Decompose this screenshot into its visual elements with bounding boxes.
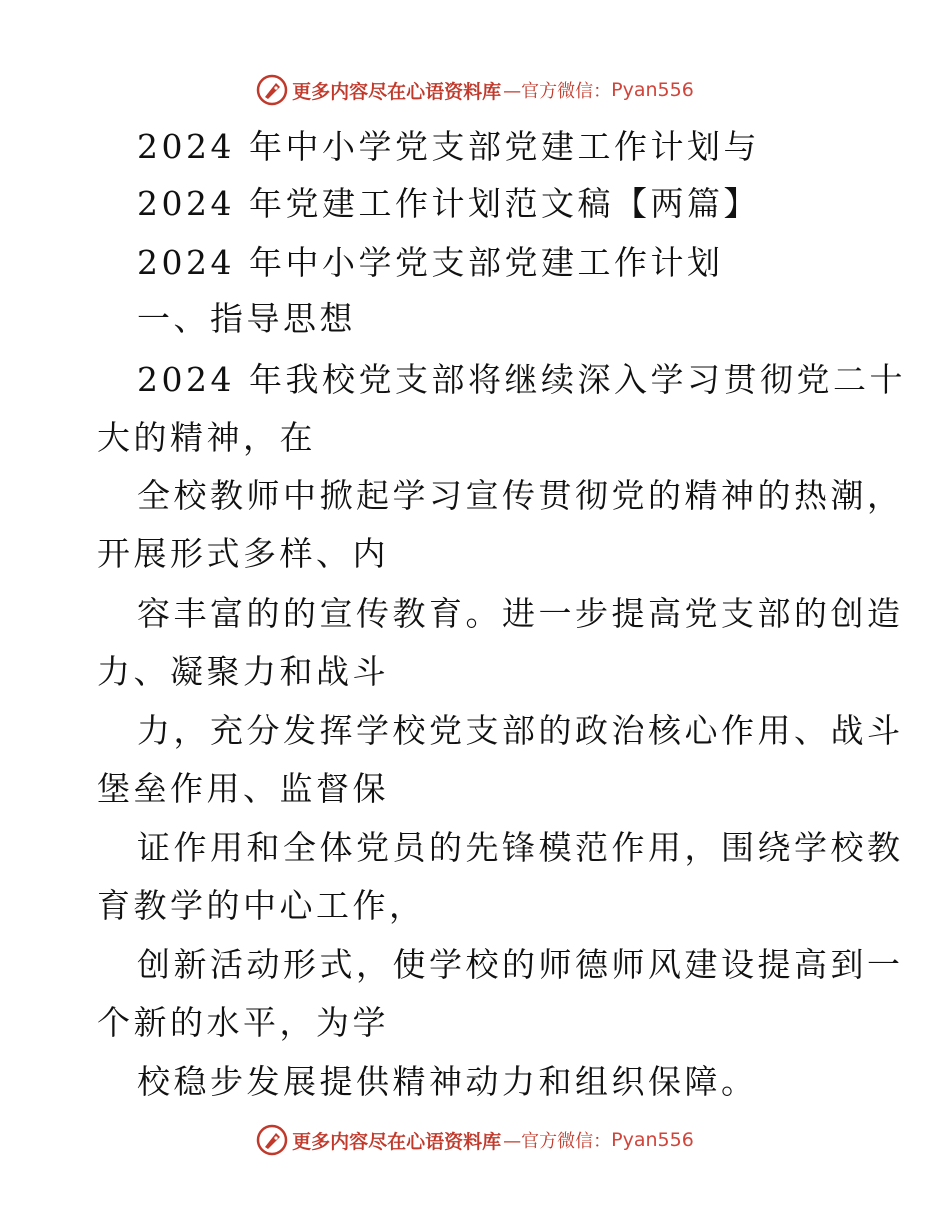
document-subtitle: 2024 年中小学党支部党建工作计划 (137, 243, 724, 282)
banner-official-text: —官方微信： (503, 81, 612, 102)
body-line: 创新活动形式，使学校的师德师风建设提高到一 (137, 945, 904, 984)
body-line: 力、凝聚力和战斗 (97, 652, 389, 691)
body-line: 力，充分发挥学校党支部的政治核心作用、战斗 (137, 711, 904, 750)
body-line: 个新的水平，为学 (97, 1003, 389, 1042)
body-line: 育教学的中心工作， (97, 886, 426, 925)
body-line: 全校教师中掀起学习宣传贯彻党的精神的热潮， (137, 476, 904, 515)
body-line: 大的精神，在 (97, 418, 316, 457)
document-title-line-1: 2024 年中小学党支部党建工作计划与 (137, 127, 760, 166)
banner-official-text: —官方微信： (503, 1131, 612, 1152)
banner-wechat-id: Pyan556 (611, 79, 694, 101)
header-banner (0, 70, 950, 110)
banner-main-text: 更多内容尽在心语资料库 (292, 80, 502, 103)
pen-nib-logo-icon (256, 1124, 288, 1156)
banner-wechat-id: Pyan556 (611, 1129, 694, 1151)
body-line: 2024 年我校党支部将继续深入学习贯彻党二十 (137, 360, 906, 399)
body-line: 校稳步发展提供精神动力和组织保障。 (137, 1062, 758, 1101)
body-line: 堡垒作用、监督保 (97, 769, 389, 808)
body-line: 容丰富的的宣传教育。进一步提高党支部的创造 (137, 594, 904, 633)
section-heading: 一、指导思想 (137, 299, 356, 338)
pen-nib-logo-icon (256, 74, 288, 106)
footer-banner (0, 1120, 950, 1160)
body-line: 证作用和全体党员的先锋模范作用，围绕学校教 (137, 828, 904, 867)
banner-main-text: 更多内容尽在心语资料库 (292, 1130, 502, 1153)
document-title-line-2: 2024 年党建工作计划范文稿【两篇】 (137, 184, 760, 223)
body-line: 开展形式多样、内 (97, 534, 389, 573)
